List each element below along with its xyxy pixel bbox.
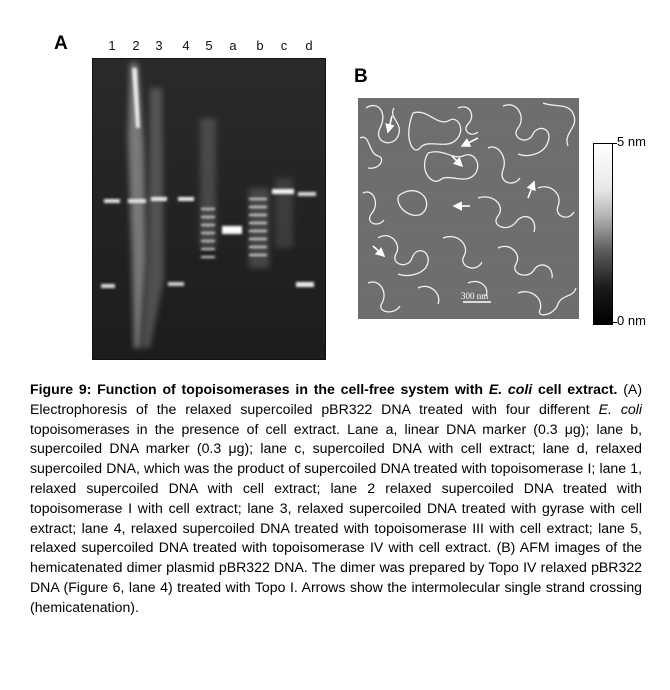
afm-image	[358, 98, 579, 319]
caption-title-italic: E. coli	[488, 381, 533, 397]
caption-title-part2: cell extract.	[532, 381, 618, 397]
lane-label: 1	[108, 38, 116, 53]
caption-text-part2: topoisomerases in the presence of cell extract. Lane a, linear DNA marker (0.3 μg); lane b, supercoiled DNA marker (0.3 μg); lane c, supercoiled DNA with cell extract; lane d, relaxed supercoiled DNA, which was the product of supercoiled DNA treated with topoisomerase I; lane 1, relaxed supercoiled DNA with cell extract; lane 2 relaxed supercoiled DNA treated with topoisomerase I with cell extract; lane 3, relaxed supercoiled DNA treated with gyrase with cell extract; lane 4, relaxed supercoiled DNA treated with topoisomerase III with cell extract; lane 5, relaxed supercoiled DNA treated with topoisomerase IV with cell extract. (B) AFM images of the hemicatenated dimer plasmid pBR322 DNA. The dimer was prepared by Topo IV relaxed pBR322 DNA (Figure 6, lane 4) treated with Topo I. Arrows show the intermolecular single strand crossing (hemicatenation).	[30, 420, 642, 615]
lane-label: b	[256, 38, 264, 53]
lane-label: a	[229, 38, 237, 53]
lane-label: 4	[182, 38, 190, 53]
afm-scale-bar-label: 300 nm	[461, 291, 489, 301]
lane-label: c	[280, 38, 288, 53]
lane-label: 3	[155, 38, 163, 53]
figure-caption	[30, 380, 642, 618]
lane-label: 5	[205, 38, 213, 53]
caption-text-part1: (A) Electrophoresis of the relaxed supercoiled pBR322 DNA treated with four different	[30, 381, 643, 417]
caption-title-part1: Figure 9: Function of topoisomerases in the cell-free system with	[30, 381, 489, 397]
height-colorbar	[593, 134, 663, 328]
panel-b-label: B	[354, 66, 368, 87]
gel-electrophoresis-image	[92, 58, 326, 360]
lane-label: d	[305, 38, 313, 53]
colorbar-bottom-label: 0 nm	[617, 313, 646, 328]
caption-text-italic: E. coli	[598, 400, 642, 417]
colorbar-top-label: 5 nm	[617, 134, 646, 149]
gel-lane-labels	[92, 38, 326, 54]
panel-a-label: A	[54, 33, 68, 54]
lane-label: 2	[132, 38, 140, 53]
colorbar-gradient	[593, 143, 613, 325]
